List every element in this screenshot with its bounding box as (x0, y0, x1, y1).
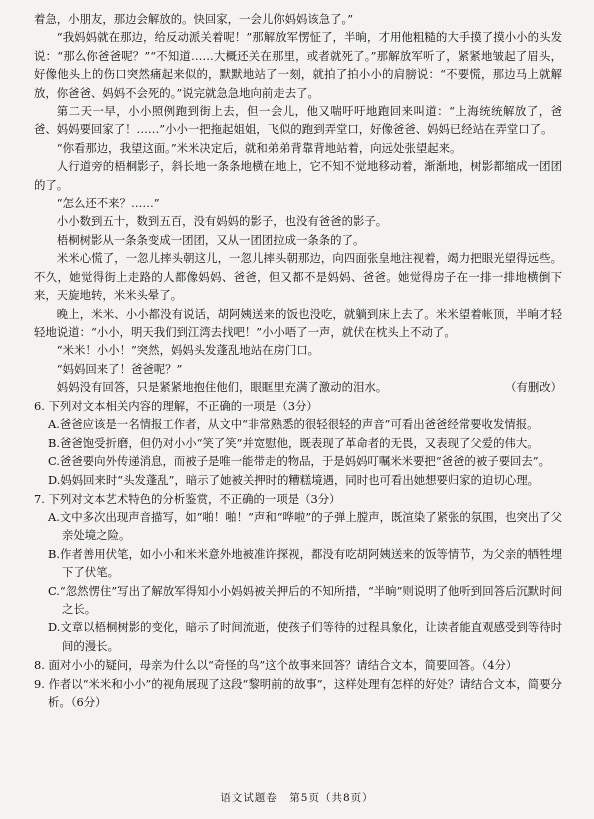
source-note: （有删改） (505, 380, 562, 395)
question-9: 9. 作者以“米米和小小”的视角展现了这段“黎明前的故事”，这样处理有怎样的好处？请结合文本，简要分析。（6分） (34, 676, 562, 710)
question-7-option-d: D.文章以梧桐树影的变化，暗示了时间流逝，使孩子们等待的过程具象化，让读者能直观感受到等待时间的漫长。 (48, 620, 562, 653)
passage-paragraph: “怎么还不来？……” (56, 196, 160, 211)
passage-paragraph: 晚上，米米、小小都没有说话，胡阿姨送来的饭也没吃，就躺到床上去了。米米望着帐顶，半晌才轻轻地说道：“小小，明天我们到江湾去找吧！”小小唔了一声，就伏在枕头上不动了。 (34, 306, 562, 339)
question-6-option-d: D.妈妈回来时“头发蓬乱”，暗示了她被关押时的糟糕境遇，同时也可看出她想要归家的迫切心理。 (48, 472, 540, 487)
passage-paragraph: “妈妈回来了！爸爸呢？” (56, 361, 183, 376)
passage-paragraph: 米米心慌了，一忽儿摔头朝这儿，一忽儿摔头朝那边，向四面张皇地注视着，竭力把眼光望得远些。不久，她觉得街上走路的人都像妈妈、爸爸，但又都不是妈妈、爸爸。她觉得房子在一排一排地横倒下来，天旋地转，米米头晕了。 (34, 251, 562, 303)
passage-paragraph: “我妈妈就在那边，给反动派关着呢！”那解放军愣怔了，半晌，才用他粗糙的大手摸了摸小小的头发说：“那么你爸爸呢？”“不知道……大概还关在那里，或者就死了。”那解放军听了，紧紧地皱起了眉头，好像他头上的伤口突然痛起来似的，默默地站了一刻，就拍了拍小小的肩膀说：“不要慌，那边马上就解放，你爸爸、妈妈不会死的。”说完就急急地向前走去了。 (34, 30, 562, 100)
passage-paragraph: 人行道旁的梧桐影子，斜长地一条条地横在地上，它不知不觉地移动着，渐渐地，树影都缩成一团团的了。 (34, 159, 562, 192)
passage-last-paragraph (34, 378, 562, 396)
page-footer: 语文试题卷 第5页（共8页） (220, 792, 374, 804)
passage-paragraph: 第二天一早，小小照例跑到街上去，但一会儿，他又喘吁吁地跑回来叫道：“上海统统解放了，爸爸、妈妈要回家了！……”小小一把拖起姐姐，飞似的跑到弄堂口，好像爸爸、妈妈已经站在弄堂口了。 (34, 104, 562, 137)
question-6-option-a: A.爸爸应该是一名情报工作者，从文中“非常熟悉的很轻很轻的声音”可看出爸爸经常要收发情报。 (48, 417, 539, 432)
question-8: 8. 面对小小的疑问，母亲为什么以“奇怪的鸟”这个故事来回答？请结合文本，简要回答。（4分） (34, 657, 518, 672)
passage-paragraph: “你看那边，我望这面。”米米决定后，就和弟弟背靠背地站着，向远处张望起来。 (56, 140, 462, 155)
question-7-stem: 7. 下列对文本艺术特色的分析鉴赏，不正确的一项是（3分） (34, 491, 341, 506)
passage-paragraph: 着急，小朋友，那边会解放的。快回家，一会儿你妈妈该急了。” (34, 12, 354, 26)
question-6-stem: 6. 下列对文本相关内容的理解，不正确的一项是（3分） (34, 399, 318, 414)
page-content (34, 10, 562, 711)
question-7-option-b: B.作者善用伏笔，如小小和米米意外地被准许探视，都没有吃胡阿姨送来的饭等情节，为父亲的牺牲埋下了伏笔。 (48, 546, 562, 580)
passage-paragraph: “米米！小小！”突然，妈妈头发蓬乱地站在房门口。 (56, 343, 320, 358)
passage-paragraph: 梧桐树影从一条条变成一团团，又从一团团拉成一条条的了。 (56, 232, 365, 247)
passage-paragraph: 小小数到五十，数到五百，没有妈妈的影子，也没有爸爸的影子。 (56, 214, 388, 229)
question-6-option-c: C.爸爸要向外传递消息，而被子是唯一能带走的物品，于是妈妈叮嘱米米要把“爸爸的被子要回去”。 (48, 454, 550, 469)
question-7-option-a: A.文中多次出现声音描写，如“啪！啪！”声和“哗啦”的子弹上膛声，既渲染了紧张的氛围，也突出了父亲处境之险。 (48, 509, 562, 543)
question-7-option-c: C.“忽然愣住”写出了解放军得知小小妈妈被关押后的不知所措，“半晌”则说明了他听到回答后沉默时间之长。 (48, 583, 562, 616)
question-6-option-b: B.爸爸饱受折磨，但仍对小小“笑了笑”并宽慰他，既表现了革命者的无畏，又表现了父爱的伟大。 (48, 435, 539, 450)
passage-paragraph: 妈妈没有回答，只是紧紧地抱住他们，眼眶里充满了激动的泪水。 (56, 380, 388, 395)
